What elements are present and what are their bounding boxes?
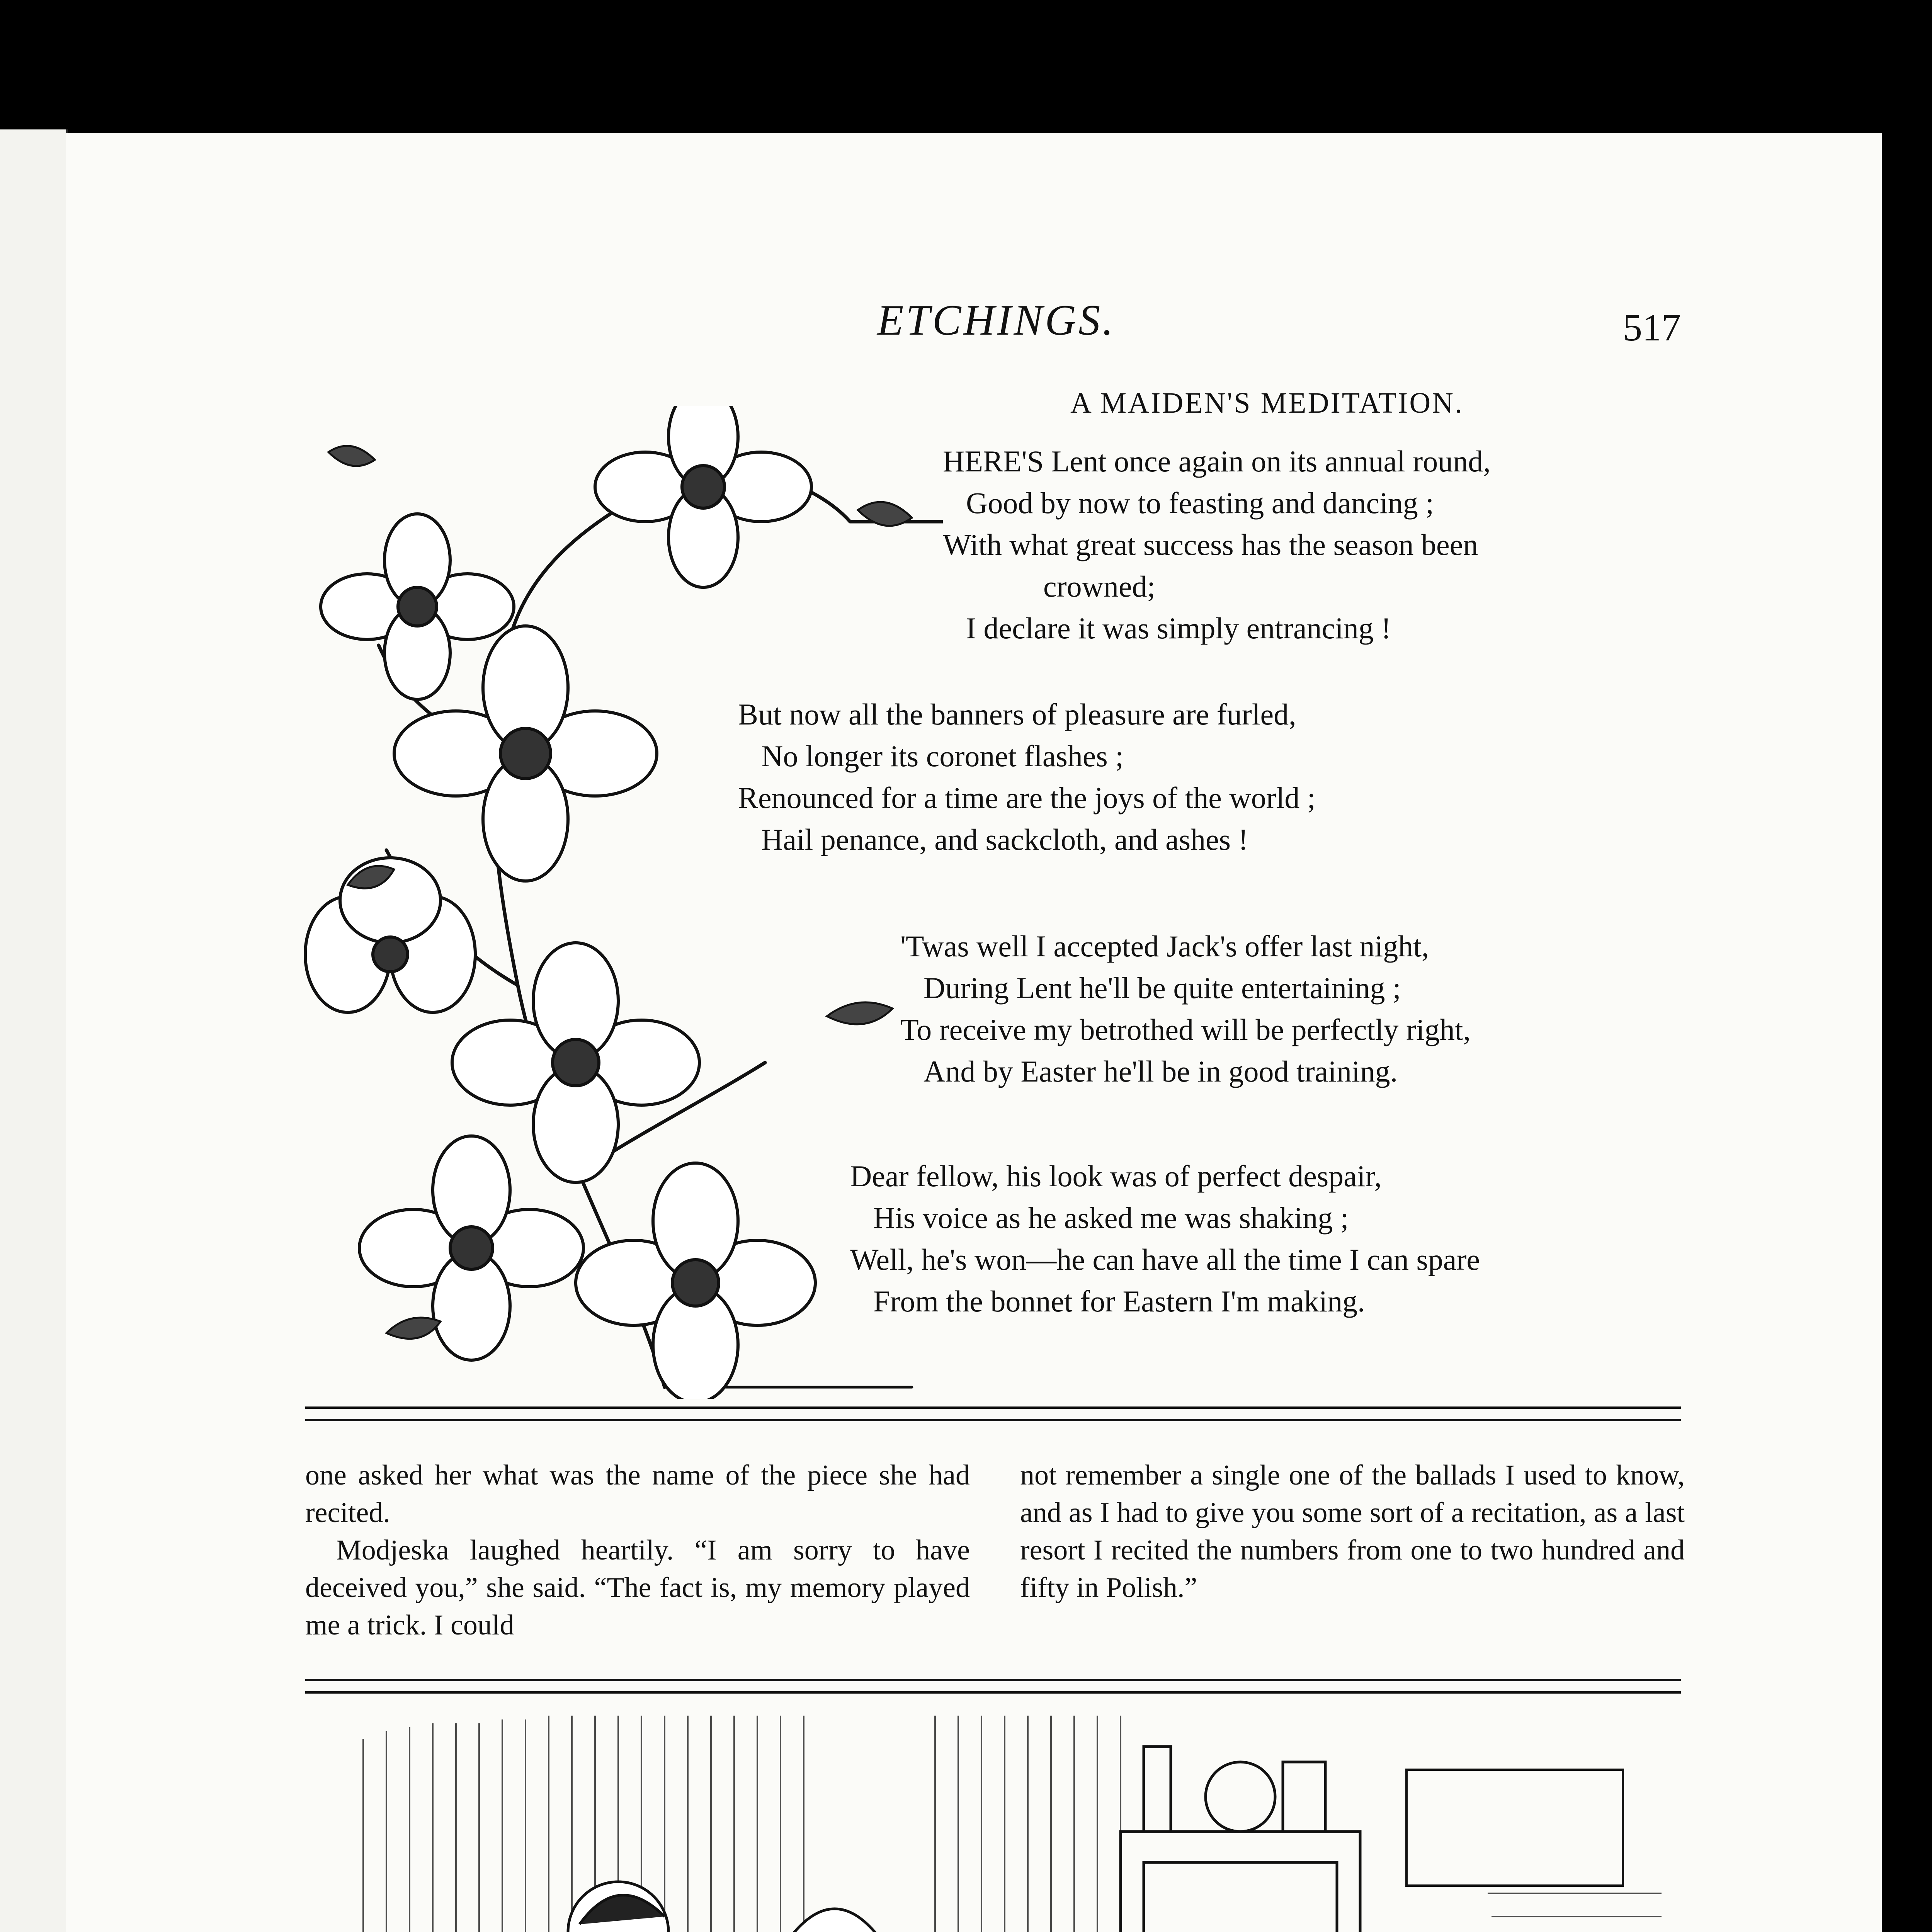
poem-stanza [900,925,1471,1092]
poem-title: A MAIDEN'S MEDITATION. [1070,387,1464,419]
poem-line: With what great success has the season been [943,528,1478,561]
poem-line: But now all the banners of pleasure are furled, [738,697,1296,731]
poem-line: During Lent he'll be quite entertaining ; [923,971,1401,1005]
poem-stanza [850,1155,1480,1322]
running-head: ETCHINGS. [877,296,1116,344]
section-divider [305,1679,1681,1694]
prose-column-right [1020,1457,1685,1607]
poem-line: 'Twas well I accepted Jack's offer last night, [900,929,1429,963]
poem-line: His voice as he asked me was shaking ; [873,1201,1349,1235]
poem-line: Hail penance, and sackcloth, and ashes ! [761,823,1248,856]
poem-line: Well, he's won—he can have all the time I can spare [850,1243,1480,1276]
page-number: 517 [1623,306,1681,349]
prose-column-left [305,1457,970,1644]
poem-line: I declare it was simply entrancing ! [966,611,1391,645]
paragraph: Modjeska laughed heartily. “I am sorry to have deceived you,” she said. “The fact is, my memory played me a trick. I could [305,1534,970,1641]
poem-line: crowned; [1043,570,1156,603]
poem-line: To receive my betrothed will be perfectly right, [900,1013,1471,1046]
paragraph: not remember a single one of the ballads I used to know, and as I had to give you some sort of a recitation, as a last resort I recited the numbers from one to two hundred and fifty in Polish.” [1020,1459,1685,1604]
flower-illustration [278,406,943,1399]
poem-stanza [943,440,1491,649]
cartoon-illustration [348,1700,1685,1932]
poem-line: Renounced for a time are the joys of the world ; [738,781,1316,815]
section-divider [305,1406,1681,1421]
poem-line: No longer its coronet flashes ; [761,739,1124,773]
previous-page-edge [0,129,68,1932]
poem-line: And by Easter he'll be in good training. [923,1054,1398,1088]
poem-line: Good by now to feasting and dancing ; [966,486,1434,520]
poem-line: Dear fellow, his look was of perfect despair, [850,1159,1382,1193]
paragraph: one asked her what was the name of the piece she had recited. [305,1459,970,1529]
poem-line: HERE'S Lent once again on its annual round, [943,444,1491,478]
poem-line: From the bonnet for Eastern I'm making. [873,1284,1365,1318]
